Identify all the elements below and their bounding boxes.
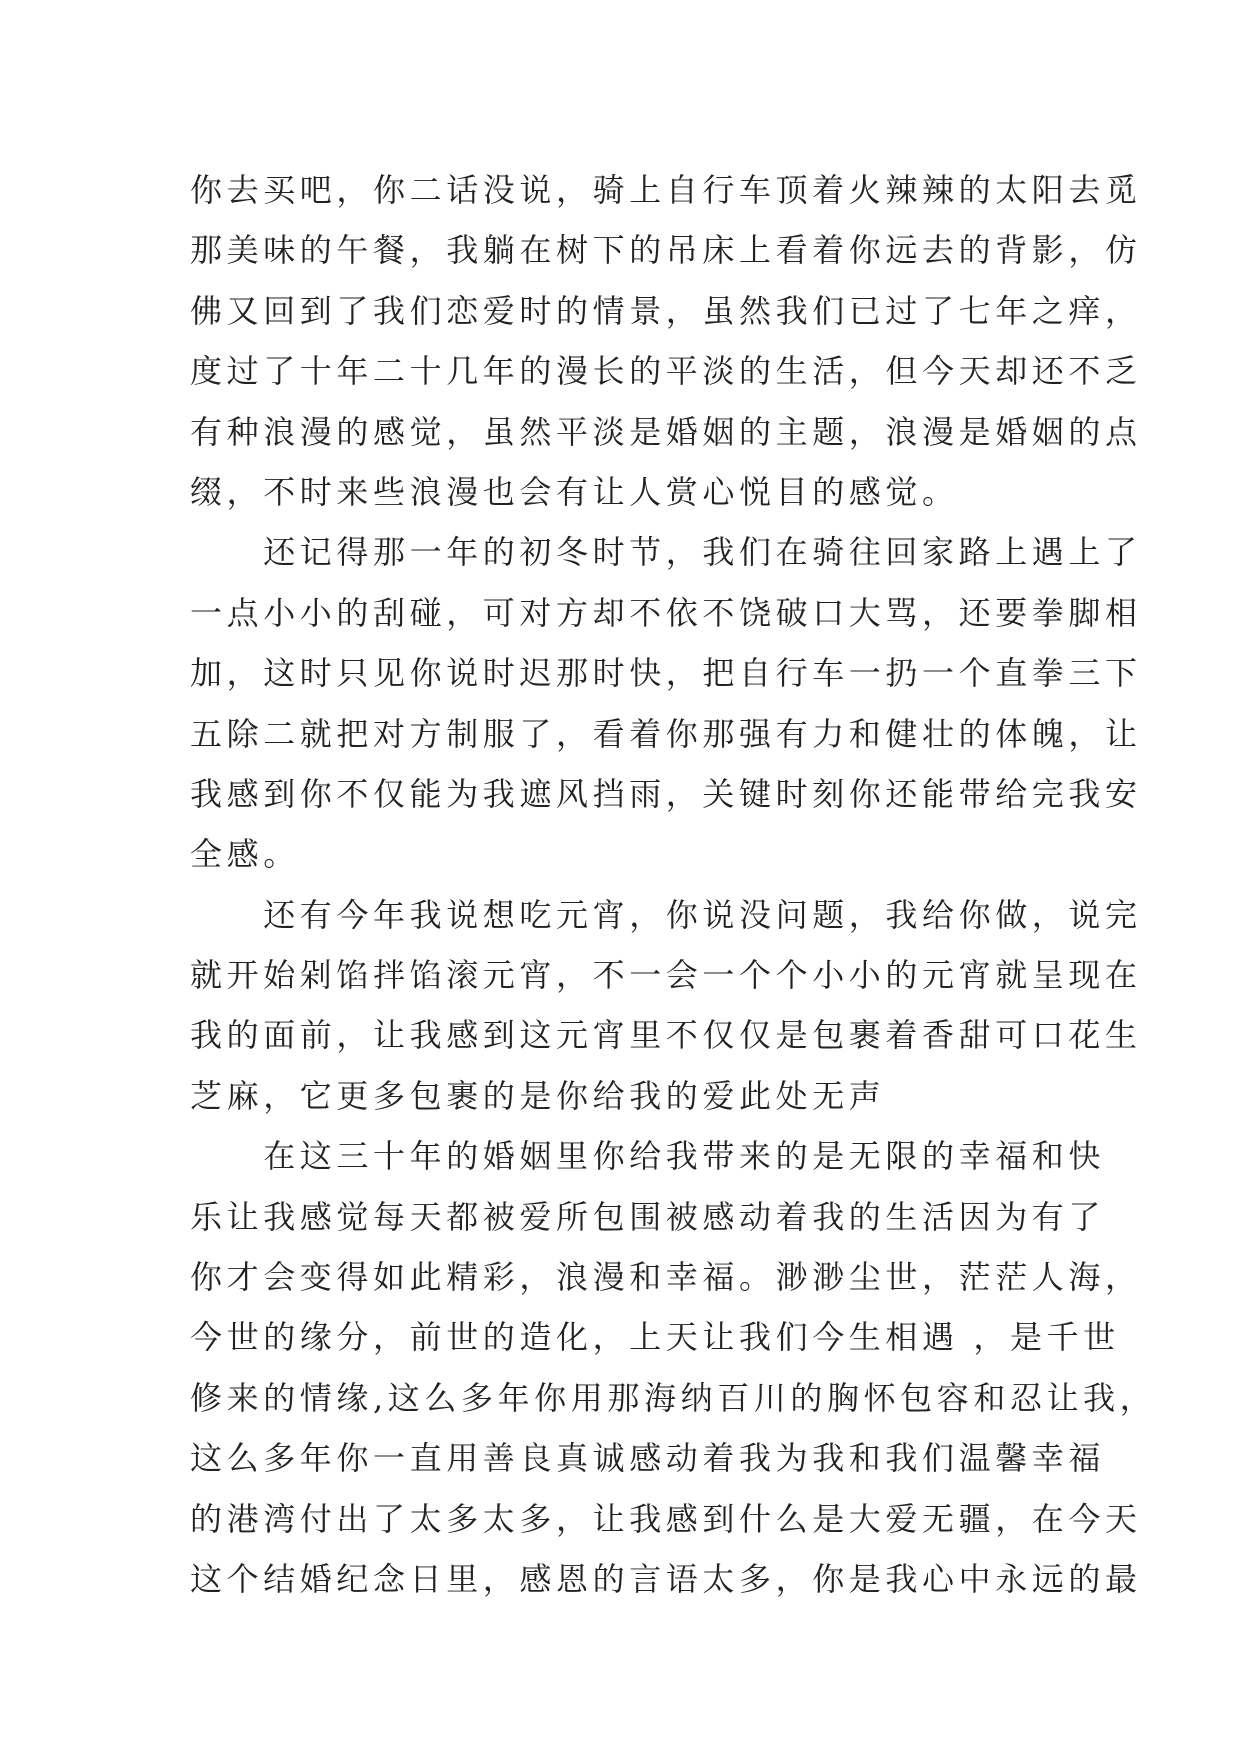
text-line: 的港湾付出了太多太多，让我感到什么是大爱无疆，在今天 bbox=[190, 1499, 1142, 1538]
paragraph-start-line: 还有今年我说想吃元宵，你说没问题，我给你做，说完 bbox=[190, 895, 1142, 934]
text-line: 度过了十年二十几年的漫长的平淡的生活，但今天却还不乏 bbox=[190, 352, 1142, 391]
text-line: 缀，不时来些浪漫也会有让人赏心悦目的感觉。 bbox=[190, 472, 959, 511]
text-line: 全感。 bbox=[190, 835, 300, 874]
paragraph-start-line: 在这三十年的婚姻里你给我带来的是无限的幸福和快 bbox=[190, 1137, 1106, 1176]
text-line: 你去买吧，你二话没说，骑上自行车顶着火辣辣的太阳去觅 bbox=[190, 171, 1142, 209]
text-line: 这么多年你一直用善良真诚感动着我为我和我们温馨幸福 bbox=[190, 1439, 1106, 1478]
body-text bbox=[190, 160, 1157, 1609]
text-line: 今世的缘分，前世的造化，上天让我们今生相遇 ，是千世 bbox=[190, 1318, 1120, 1357]
text-line: 佛又回到了我们恋爱时的情景，虽然我们已过了七年之痒， bbox=[190, 291, 1142, 330]
text-line: 芝麻，它更多包裹的是你给我的爱此处无声 bbox=[190, 1076, 886, 1115]
text-line: 就开始剁馅拌馅滚元宵，不一会一个个小小的元宵就呈现在 bbox=[190, 956, 1142, 995]
text-line: 修来的情缘,这么多年你用那海纳百川的胸怀包容和忍让我， bbox=[190, 1378, 1157, 1417]
text-line: 有种浪漫的感觉，虽然平淡是婚姻的主题，浪漫是婚姻的点 bbox=[190, 412, 1142, 451]
text-line: 这个结婚纪念日里，感恩的言语太多，你是我心中永远的最 bbox=[190, 1559, 1142, 1598]
text-line: 乐让我感觉每天都被爱所包围被感动着我的生活因为有了 bbox=[190, 1197, 1106, 1236]
text-line: 你才会变得如此精彩，浪漫和幸福。渺渺尘世，茫茫人海， bbox=[190, 1258, 1142, 1297]
text-line: 我的面前，让我感到这元宵里不仅仅是包裹着香甜可口花生 bbox=[190, 1016, 1142, 1055]
text-line: 加，这时只见你说时迟那时快，把自行车一扔一个直拳三下 bbox=[190, 654, 1142, 693]
text-line: 一点小小的刮碰，可对方却不依不饶破口大骂，还要拳脚相 bbox=[190, 593, 1142, 632]
text-line: 那美味的午餐，我躺在树下的吊床上看着你远去的背影，仿 bbox=[190, 231, 1142, 270]
text-line: 五除二就把对方制服了，看着你那强有力和健壮的体魄，让 bbox=[190, 714, 1142, 753]
text-line: 我感到你不仅能为我遮风挡雨，关键时刻你还能带给完我安 bbox=[190, 774, 1142, 813]
paragraph-start-line: 还记得那一年的初冬时节，我们在骑往回家路上遇上了 bbox=[190, 533, 1142, 572]
